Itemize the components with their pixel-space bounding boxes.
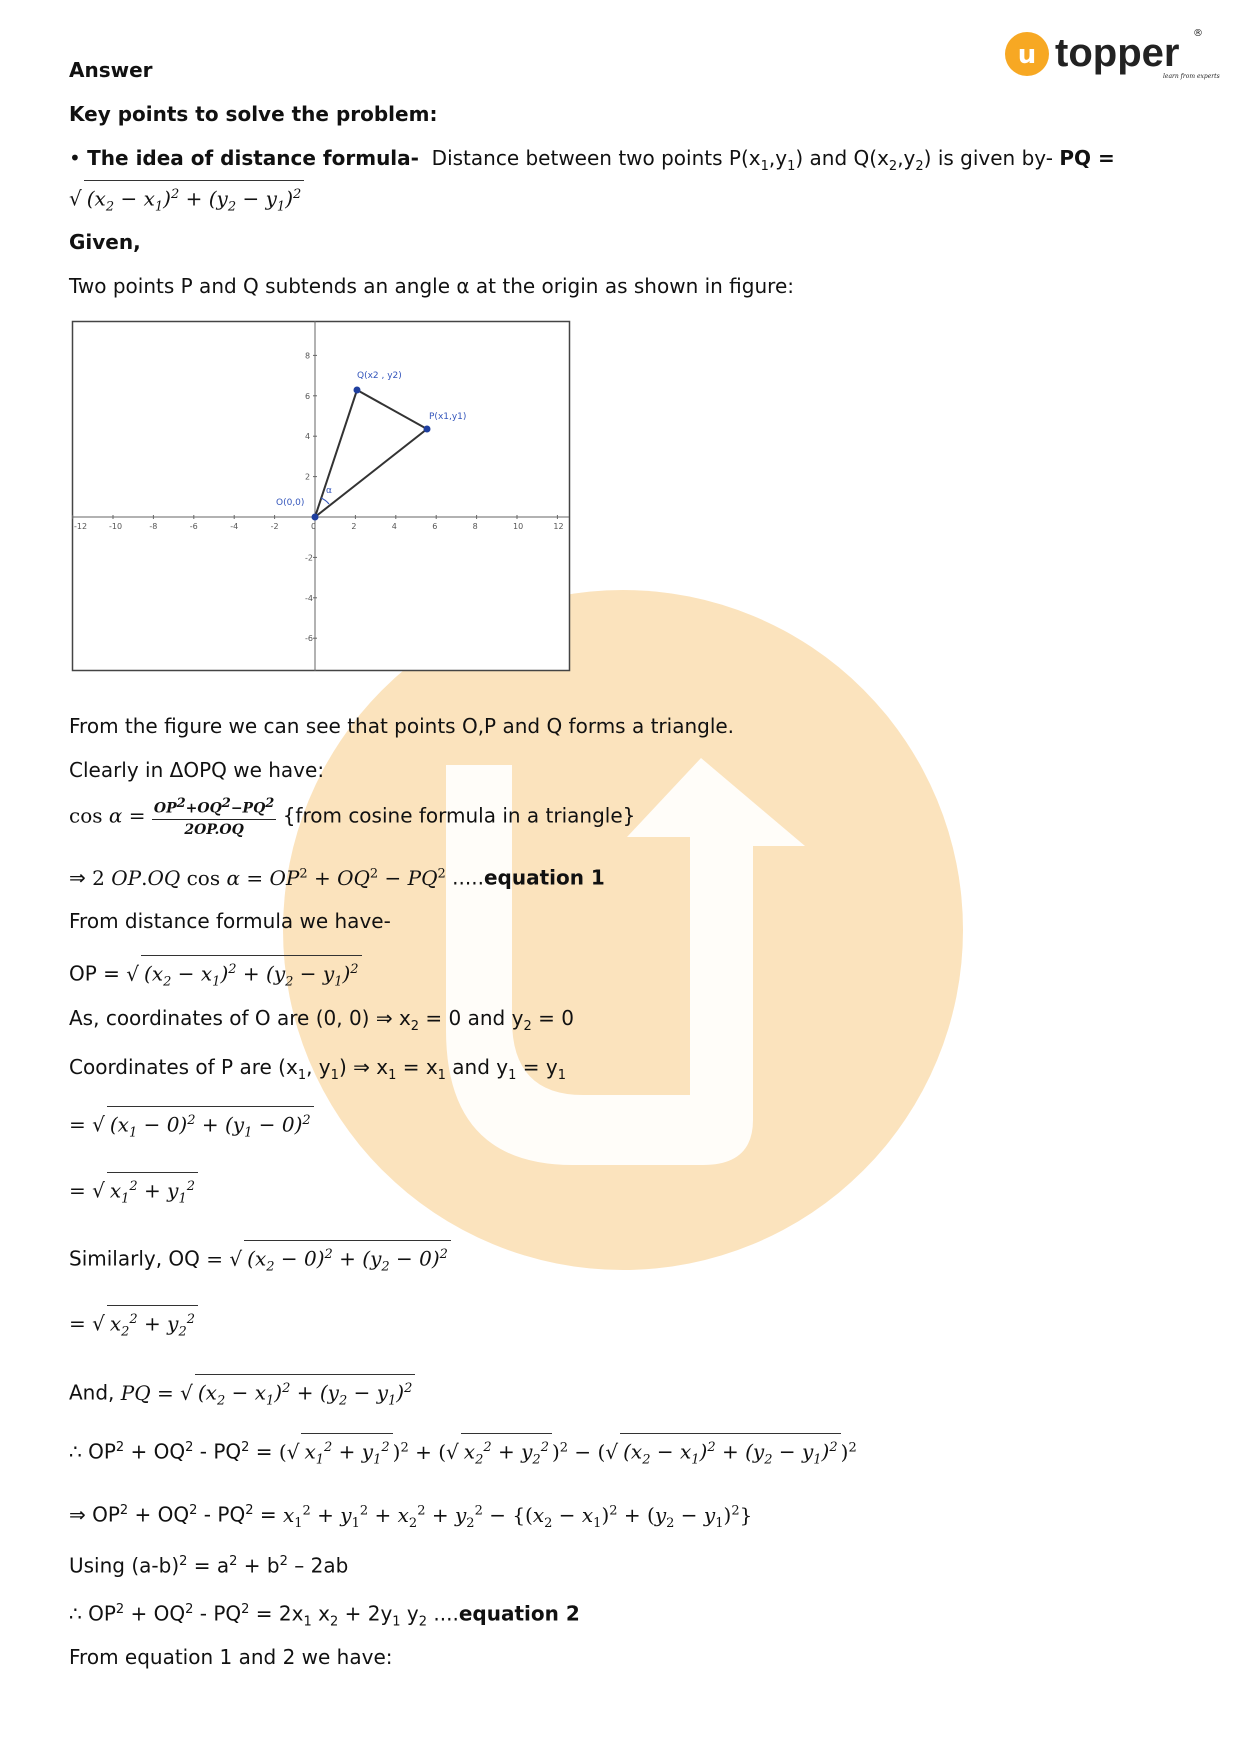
given-text: Two points P and Q subtends an angle α at the origin as shown in figure: (69, 274, 794, 298)
cosine-formula: cos α = $\frac{OP^2+OQ^2-PQ^2}{2OP.OQ}$ {from cosine formula in a triangle} (69, 796, 636, 838)
triangle-line: From the figure we can see that points O,P and Q forms a triangle. (69, 714, 735, 738)
label-alpha: α (326, 486, 332, 496)
point-p (424, 426, 431, 433)
topper-logo[interactable] (1003, 24, 1220, 84)
identity-line: Using $(a-b)^2 = a^2 + b^2 - 2ab$ (69, 1553, 349, 1578)
p-coords-line: Coordinates of P are ($x_1$, $y_1$) ⇒ $x_1 = x_1$ and $y_1 = y_1$ (69, 1055, 566, 1083)
x-tick-label: 12 (553, 522, 564, 531)
equation-1-line: ⇒ 2 OP.OQ $\cos \alpha = OP^2 + OQ^2 - PQ^2$ .....equation 1 (69, 865, 605, 890)
x-tick-label: 6 (432, 522, 438, 531)
o-coords-line: As, coordinates of O are (0, 0) ⇒ $x_2 = 0$ and $y_2 = 0$ (69, 1006, 574, 1034)
distance-formula-line: From distance formula we have- (69, 909, 391, 933)
y-tick-label: 4 (305, 432, 311, 442)
y-tick-label: -4 (305, 593, 313, 603)
point-o (312, 514, 319, 521)
y-tick-label: 2 (305, 472, 311, 482)
x-tick-label: 0 (311, 522, 317, 531)
sum-expansion: ∴ $OP^2 + OQ^2 - PQ^2$ = (√ $x_1^2 + y_1^2$ )$^2$ + (√ $x_2^2 + y_2^2$ )$^2$ − (√ $(x_2 - x_1)^2 + (y_2 - y_1)^2$ )$^2$ (69, 1433, 857, 1475)
op-result: = √ $x_1^2 + y_1^2$ (69, 1172, 198, 1214)
svg-text:®: ® (1193, 28, 1203, 39)
sum-simplified: ⇒ $OP^2 + OQ^2 - PQ^2 = x_1^2 + y_1^2 + x_2^2 + y_2^2 - \{(x_2 - x_1)^2 + (y_2 - y_1)^2\}$ (69, 1502, 753, 1531)
y-tick-label: 6 (305, 391, 311, 401)
key-points-heading: Key points to solve the problem: (69, 102, 438, 126)
svg-text:u: u (1017, 40, 1037, 70)
x-tick-label: -4 (230, 522, 239, 531)
op-formula: OP = √ $(x_2 - x_1)^2 + (y_2 - y_1)^2$ (69, 955, 362, 997)
y-tick-label: -6 (305, 634, 313, 644)
distance-formula: √ $(x_2 - x_1)^2 + (y_2 - y_1)^2$ (69, 180, 304, 222)
x-tick-label: -2 (270, 522, 279, 531)
y-tick-label: 8 (305, 351, 311, 361)
x-tick-label: -8 (149, 522, 158, 531)
x-tick-label: 2 (351, 522, 357, 531)
x-tick-label: 4 (391, 522, 397, 531)
pq-formula: And, PQ = √ $(x_2 - x_1)^2 + (y_2 - y_1)^2$ (69, 1374, 415, 1416)
answer-heading: Answer (69, 58, 153, 82)
oq-formula: Similarly, OQ = √ $(x_2 - 0)^2 + (y_2 - 0)^2$ (69, 1240, 451, 1282)
equation-2-line: ∴ $OP^2 + OQ^2 - PQ^2 = 2x_1$ $x_2 + 2y_1$ $y_2$ ....equation 2 (69, 1601, 580, 1630)
x-tick-label: -6 (189, 522, 198, 531)
logo-wordmark: topper (1055, 31, 1180, 75)
point-q (354, 387, 361, 394)
x-tick-label: 8 (472, 522, 478, 531)
oq-result: = √ $x_2^2 + y_2^2$ (69, 1305, 198, 1347)
label-o: O(0,0) (276, 498, 305, 508)
from-equations-line: From equation 1 and 2 we have: (69, 1645, 393, 1669)
given-heading: Given, (69, 230, 141, 254)
y-tick-label: -2 (305, 553, 313, 563)
coordinate-figure (72, 321, 572, 673)
x-tick-label: 10 (513, 522, 524, 531)
logo-tagline: learn from experts (1163, 73, 1220, 80)
clearly-line: Clearly in ΔOPQ we have: (69, 758, 325, 782)
op-substituted: = √ $(x_1 - 0)^2 + (y_1 - 0)^2$ (69, 1106, 314, 1148)
x-tick-label: -10 (109, 522, 123, 531)
label-p: P(x1,y1) (429, 412, 467, 422)
x-tick-label: -12 (74, 522, 88, 531)
label-q: Q(x2 , y2) (357, 371, 402, 381)
key-point-line: • The idea of distance formula- Distance between two points $P(x_1,y_1)$ and $Q(x_2,y_2)$ is given by- PQ = (69, 146, 1115, 174)
